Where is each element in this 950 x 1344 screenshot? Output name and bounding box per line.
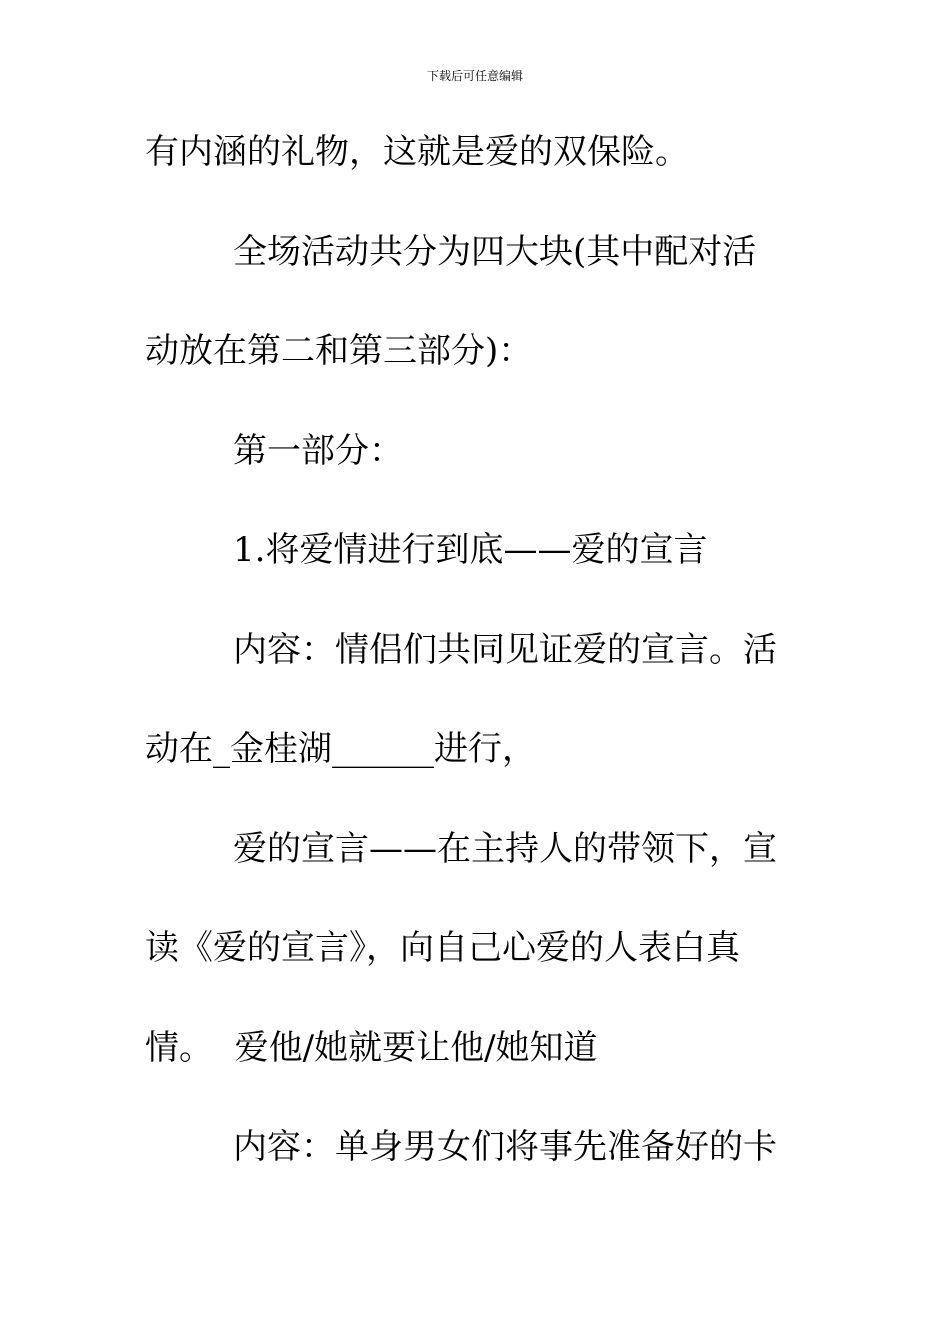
paragraph-line: 内容：情侣们共同见证爱的宣言。活: [233, 629, 777, 670]
section-heading: 第一部分：: [233, 430, 403, 471]
paragraph-line: 全场活动共分为四大块(其中配对活: [233, 231, 757, 272]
paragraph-line: 内容：单身男女们将事先准备好的卡: [233, 1127, 777, 1167]
paragraph-line: 有内涵的礼物，这就是爱的双保险。: [145, 132, 689, 172]
paragraph-line: 爱的宣言——在主持人的带领下，宣: [233, 828, 777, 869]
paragraph-line: 动在_金桂湖______进行，: [145, 729, 536, 769]
paragraph-line: 动放在第二和第三部分)：: [145, 331, 533, 371]
document-body: [145, 127, 825, 1222]
paragraph-line: 情。 爱他/她就要让他/她知道: [145, 1027, 598, 1068]
paragraph-line: 读《爱的宣言》，向自己心爱的人表白真: [145, 928, 740, 968]
item-heading: 1.将爱情进行到底——爱的宣言: [233, 530, 708, 570]
page-header: 下载后可任意编辑: [426, 69, 523, 83]
